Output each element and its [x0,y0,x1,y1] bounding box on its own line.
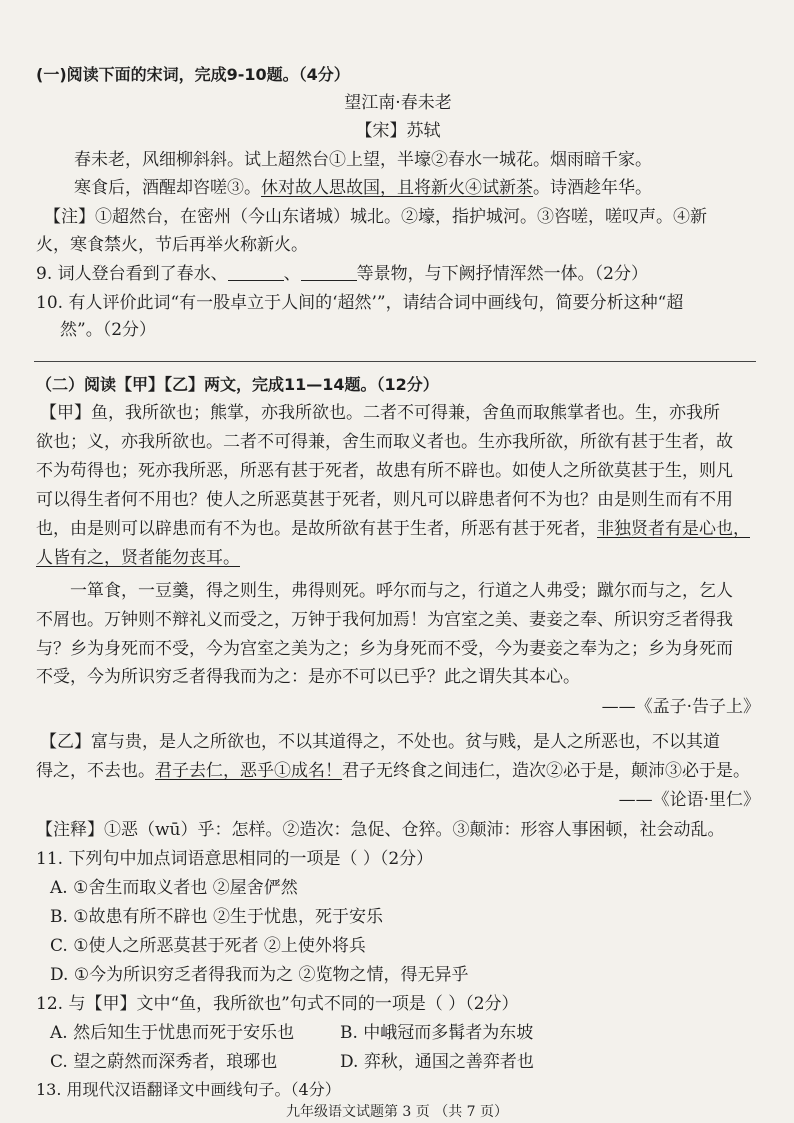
q9-text-end: 等景物，与下阙抒情浑然一体。（2分） [356,264,648,284]
underlined-jia-sentence-part1: 非独贤者有是心也， [597,519,750,539]
poem-line-2-start: 寒食后，酒醒却咨嗟③。 [74,178,261,198]
q12-option-b[interactable]: B. 中峨冠而多髯者为东坡 [340,1023,534,1043]
q12-option-a[interactable]: A. 然后知生于忧患而死于安乐也 [50,1023,295,1043]
poem-line-2 [74,177,760,199]
q12-option-d[interactable]: D. 弈秋，通国之善弈者也 [340,1052,534,1072]
q11-option-b[interactable]: B. ①故患有所不辟也 ②生于忧患，死于安乐 [50,907,383,927]
poem-line-2-end: 。诗酒趁年华。 [533,178,652,198]
section2-heading: （二）阅读【甲】【乙】两文，完成11—14题。（12分） [36,375,439,394]
question-12: 12. 与【甲】文中“鱼，我所欲也”句式不同的一项是（ ）（2分） [36,994,519,1014]
question-13: 13. 用现代汉语翻译文中画线句子。（4分） [36,1080,341,1099]
jia-para1-line3: 不为苟得也；死亦我所恶，所恶有甚于死者，故患有所不辟也。如使人之所欲莫甚于生，则凡 [36,461,733,481]
jia-para2-line4: 不受，今为所识穷乏者得我而为之：是亦不可以已乎？此之谓失其本心。 [36,667,580,687]
yi-source: ——《论语·里仁》 [618,790,760,810]
q9-text-start: 9. 词人登台看到了春水、 [36,264,228,284]
question-10-line-2: 然”。（2分） [60,320,157,340]
poem-author: 【宋】苏轼 [355,121,441,141]
yi-line2-end: 君子无终食之间违仁，造次②必于是，颠沛③必于是。 [342,761,750,781]
q11-option-c[interactable]: C. ①使人之所恶莫甚于死者 ②上使外将兵 [50,936,366,956]
question-9 [36,263,760,285]
poem-title: 望江南·春未老 [344,93,452,113]
poem-line-1: 春未老，风细柳斜斜。试上超然台①上望，半壕②春水一城花。烟雨暗千家。 [74,150,652,170]
section-divider [34,361,756,362]
underlined-poem-sentence: 休对故人思故国，且将新火④试新茶 [261,178,533,198]
q9-blank-1[interactable] [228,264,284,281]
poem-note-line-1: 【注】①超然台，在密州（今山东诸城）城北。②壕，指护城河。③咨嗟，嗟叹声。④新 [44,207,707,227]
yi-line2-start: 得之，不去也。 [36,761,155,781]
jia-para1-line5 [36,518,760,540]
jia-para2-line2: 不屑也。万钟则不辩礼义而受之，万钟于我何加焉！为宫室之美、妻妾之奉、所识穷乏者得我 [36,610,733,630]
jia-para2-line1: 一箪食，一豆羹，得之则生，弗得则死。呼尔而与之，行道之人弗受；蹴尔而与之，乞人 [70,581,733,601]
jia-para1-line4: 可以得生者何不用也？使人之所恶莫甚于死者，则凡可以辟患者何不为也？由是则生而有不用 [36,490,733,510]
yi-line1: 【乙】富与贵，是人之所欲也，不以其道得之，不处也。贫与贱，是人之所恶也，不以其道 [40,732,720,752]
poem-note-line-2: 火，寒食禁火，节后再举火称新火。 [36,235,308,255]
question-10-line-1: 10. 有人评价此词“有一股卓立于人间的‘超然’”，请结合词中画线句，简要分析这种“超 [36,293,684,313]
q9-separator: 、 [283,264,301,284]
q9-blank-2[interactable] [301,264,357,281]
underlined-yi-sentence: 君子去仁，恶乎①成名！ [155,761,342,781]
underlined-jia-sentence-part2: 人皆有之，贤者能勿丧耳。 [36,548,240,568]
jia-line5-start: 也，由是则可以辟患而有不为也。是故所欲有甚于生者，所恶有甚于死者， [36,519,597,539]
q12-option-c[interactable]: C. 望之蔚然而深秀者，琅琊也 [50,1052,278,1072]
yi-line2 [36,760,760,782]
annotation-notes: 【注释】①恶（wū）乎：怎样。②造次：急促、仓猝。③颠沛：形容人事困顿，社会动乱。 [36,820,725,840]
q11-option-a[interactable]: A. ①舍生而取义者也 ②屋舍俨然 [50,878,298,898]
jia-para1-line6 [36,547,760,569]
page-footer: 九年级语文试题第 3 页 （共 7 页） [285,1104,509,1120]
question-11: 11. 下列句中加点词语意思相同的一项是（ ）（2分） [36,849,434,869]
section1-heading: (一)阅读下面的宋词，完成9-10题。（4分） [36,65,350,84]
jia-para2-line3: 与？乡为身死而不受，今为宫室之美为之；乡为身死而不受，今为妻妾之奉为之；乡为身死而 [36,639,733,659]
jia-para1-line1: 【甲】鱼，我所欲也；熊掌，亦我所欲也。二者不可得兼，舍鱼而取熊掌者也。生，亦我所 [40,403,720,423]
jia-source: ——《孟子·告子上》 [601,697,760,717]
q11-option-d[interactable]: D. ①今为所识穷乏者得我而为之 ②览物之情，得无异乎 [50,965,469,985]
jia-para1-line2: 欲也；义，亦我所欲也。二者不可得兼，舍生而取义者也。生亦我所欲，所欲有甚于生者，故 [36,432,733,452]
